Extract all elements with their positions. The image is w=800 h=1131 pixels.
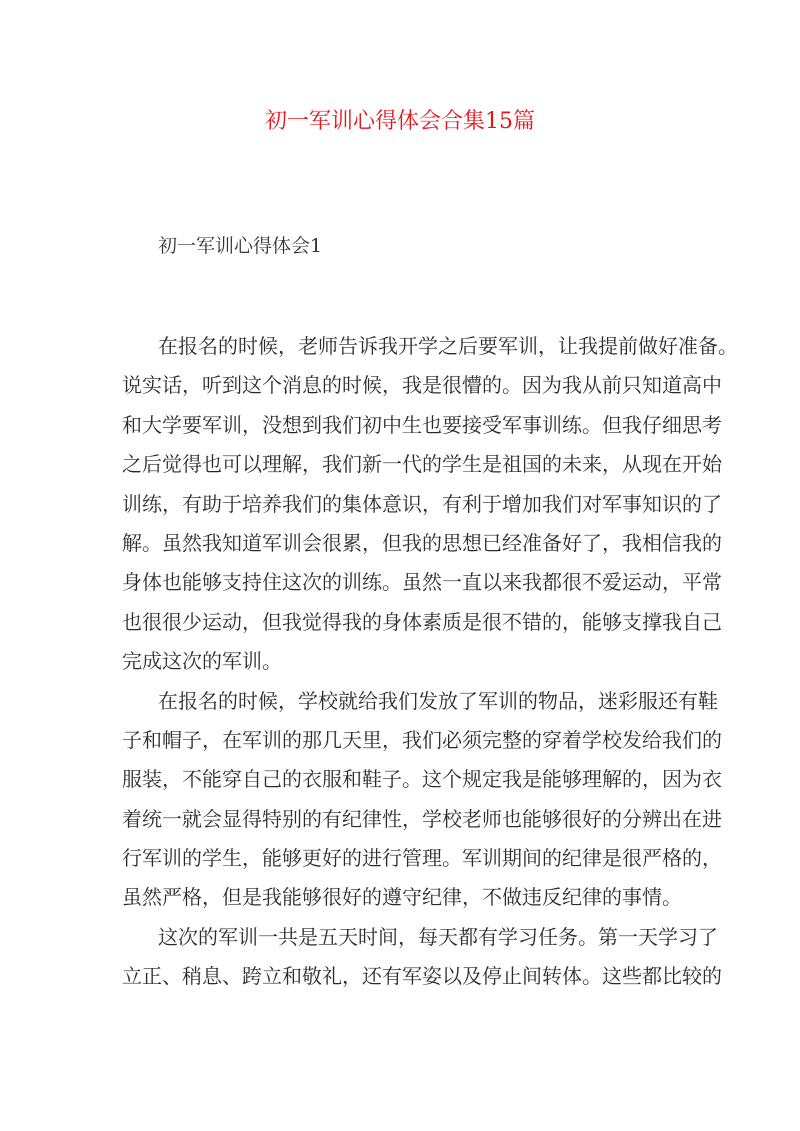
text-line: 行军训的学生，能够更好的进行管理。军训期间的纪律是很严格的， (122, 846, 722, 871)
document-title: 初一军训心得体会合集15篇 (265, 109, 535, 134)
text-line: 说实话，听到这个消息的时候，我是很懵的。因为我从前只知道高中 (122, 373, 722, 398)
text-line: 着统一就会显得特别的有纪律性，学校老师也能够很好的分辨出在进 (122, 806, 722, 831)
text-line: 和大学要军训，没想到我们初中生也要接受军事训练。但我仔细思考 (122, 412, 722, 437)
text-line: 完成这次的军训。 (122, 649, 282, 674)
text-line: 虽然严格，但是我能够很好的遵守纪律，不做违反纪律的事情。 (122, 885, 682, 910)
section-heading: 初一军训心得体会1 (158, 235, 323, 257)
text-line: 在报名的时候，老师告诉我开学之后要军训，让我提前做好准备。 (158, 334, 738, 358)
text-line: 子和帽子，在军训的那几天里，我们必须完整的穿着学校发给我们的 (122, 727, 722, 752)
paragraph-3 (122, 923, 722, 1002)
text-line: 之后觉得也可以理解，我们新一代的学生是祖国的未来，从现在开始 (122, 452, 722, 477)
paragraph-2 (122, 687, 722, 923)
paragraph-1 (122, 332, 738, 687)
text-line: 服装，不能穿自己的衣服和鞋子。这个规定我是能够理解的，因为衣 (122, 767, 722, 792)
text-line: 在报名的时候，学校就给我们发放了军训的物品，迷彩服还有鞋 (158, 688, 718, 713)
text-line: 解。虽然我知道军训会很累，但我的思想已经准备好了，我相信我的 (122, 530, 722, 555)
text-line: 这次的军训一共是五天时间，每天都有学习任务。第一天学习了 (158, 924, 718, 949)
text-line: 也很很少运动，但我觉得我的身体素质是很不错的，能够支撑我自己 (122, 609, 722, 634)
text-line: 训练，有助于培养我们的集体意识，有利于增加我们对军事知识的了 (122, 491, 722, 516)
text-line: 身体也能够支持住这次的训练。虽然一直以来我都很不爱运动，平常 (122, 570, 722, 595)
document-body (122, 332, 738, 1002)
text-line: 立正、稍息、跨立和敬礼，还有军姿以及停止间转体。这些都比较的 (122, 964, 722, 989)
